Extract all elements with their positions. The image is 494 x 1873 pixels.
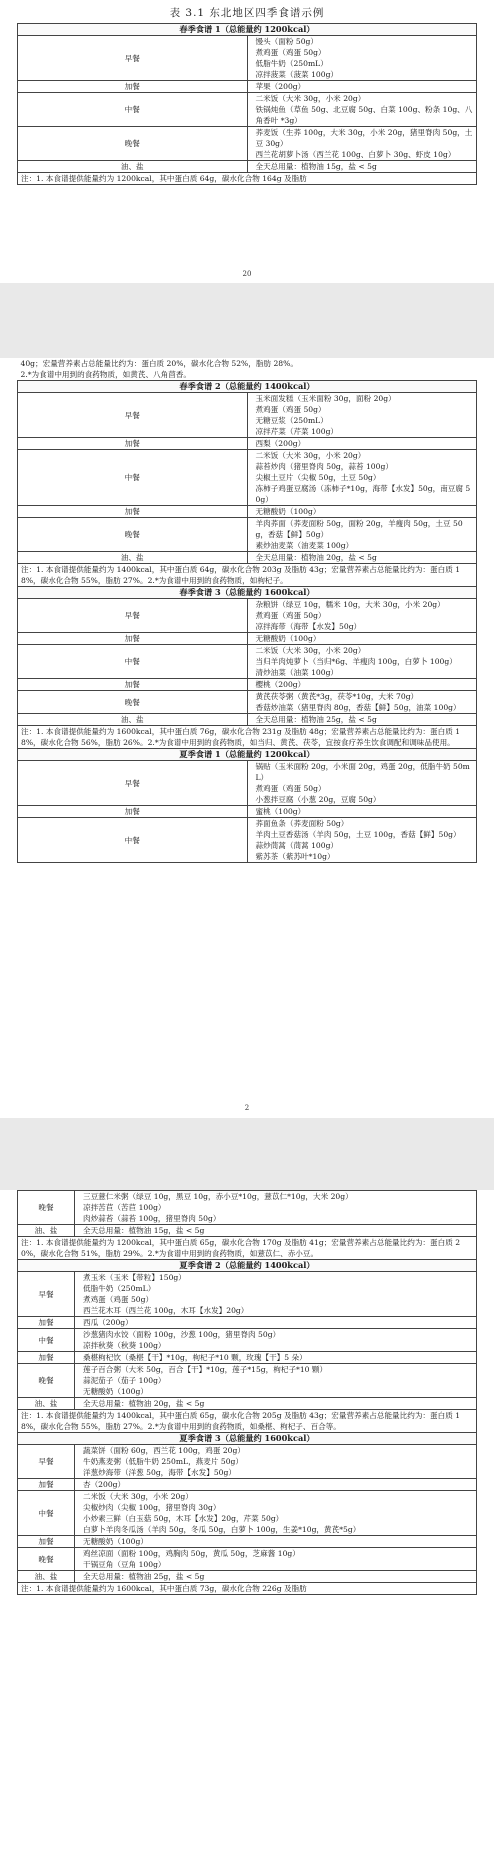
note-row bbox=[18, 1410, 477, 1433]
meal-item: 杂粮饼（绿豆 10g，糯米 10g，大米 30g，小米 20g） bbox=[255, 600, 445, 609]
meal-label: 晚餐 bbox=[18, 1191, 75, 1225]
meal-label: 加餐 bbox=[18, 1352, 75, 1364]
meal-label: 加餐 bbox=[18, 679, 248, 691]
meal-label: 油、盐 bbox=[18, 552, 248, 564]
meal-item: 羊肉土豆香菇汤（羊肉 50g，土豆 100g，香菇【鲜】50g） bbox=[255, 830, 461, 839]
meal-label: 加餐 bbox=[18, 1317, 75, 1329]
meal-item: 无糖酸奶（100g） bbox=[255, 507, 321, 516]
meal-label: 加餐 bbox=[18, 438, 248, 450]
meal-item: 锅贴（玉米面粉 20g，小米面 20g，鸡蛋 20g，低脂牛奶 50mL） bbox=[255, 762, 470, 782]
meal-row bbox=[18, 450, 477, 506]
meal-label: 加餐 bbox=[18, 1479, 75, 1491]
continued-note-2: 2.*为食谱中用到的食药物质，如黄芪、八角茴香。 bbox=[20, 370, 192, 379]
meal-row bbox=[18, 93, 477, 127]
meal-item: 蔬菜饼（面粉 60g，西兰花 100g，鸡蛋 20g） bbox=[83, 1446, 245, 1455]
meal-row bbox=[18, 806, 477, 818]
meal-item: 紫苏茶（紫苏叶*10g） bbox=[255, 852, 335, 861]
meal-item: 羊肉荞面（荞麦面粉 50g，面粉 20g，羊瘦肉 50g，土豆 50g，香菇【鲜】50g） bbox=[255, 519, 463, 539]
meal-row bbox=[18, 127, 477, 161]
meal-item: 无糖酸奶（100g） bbox=[255, 634, 321, 643]
meal-row bbox=[18, 1317, 477, 1329]
meal-label: 早餐 bbox=[18, 1272, 75, 1317]
meal-item: 全天总用量：植物油 20g，盐 < 5g bbox=[83, 1399, 205, 1408]
meal-item: 二米饭（大米 30g，小米 20g） bbox=[255, 94, 366, 103]
meal-item: 西兰花木耳（西兰花 100g，木耳【水发】20g） bbox=[83, 1306, 249, 1315]
meal-label: 油、盐 bbox=[18, 1398, 75, 1410]
menu-heading-row bbox=[18, 381, 477, 393]
meal-label: 晚餐 bbox=[18, 1364, 75, 1398]
menu-table bbox=[17, 1190, 477, 1595]
meal-item: 尖椒土豆片（尖椒 50g，土豆 50g） bbox=[255, 473, 381, 482]
meal-item: 白萝卜羊肉冬瓜汤（羊肉 50g，冬瓜 50g，白萝卜 100g，生姜*10g，黄芪*5g） bbox=[83, 1525, 361, 1534]
meal-item: 全天总用量：植物油 15g，盐 < 5g bbox=[255, 162, 377, 171]
meal-item: 无糖酸奶（100g） bbox=[83, 1537, 148, 1546]
meal-label: 油、盐 bbox=[18, 161, 248, 173]
meal-item: 馒头（面粉 50g） bbox=[255, 37, 318, 46]
meal-row bbox=[18, 1191, 477, 1225]
menu-heading: 春季食谱 3（总能量约 1600kcal） bbox=[18, 587, 477, 599]
meal-label: 晚餐 bbox=[18, 691, 248, 714]
menu-table bbox=[17, 23, 477, 185]
meal-item: 全天总用量：植物油 20g，盐 < 5g bbox=[255, 553, 377, 562]
meal-item: 煮鸡蛋（鸡蛋 50g） bbox=[255, 48, 326, 57]
meal-item: 三豆薏仁米粥（绿豆 10g，黑豆 10g，赤小豆*10g，薏苡仁*10g，大米 20g） bbox=[83, 1192, 353, 1201]
meal-label: 早餐 bbox=[18, 761, 248, 806]
meal-row bbox=[18, 1548, 477, 1571]
note-row bbox=[18, 173, 477, 185]
meal-label: 早餐 bbox=[18, 1445, 75, 1479]
meal-item: 煮鸡蛋（鸡蛋 50g） bbox=[83, 1295, 154, 1304]
meal-row bbox=[18, 599, 477, 633]
meal-label: 加餐 bbox=[18, 506, 248, 518]
meal-label: 中餐 bbox=[18, 645, 248, 679]
meal-row bbox=[18, 1479, 477, 1491]
note-text: 注：1. 本食谱提供能量约为 1400kcal，其中蛋白质 65g，碳水化合物 205g 及脂肪 43g；宏量营养素占总能量比约为：蛋白质 18%，碳水化合物 55%，脂肪 27%。2.*为食谱中用到的食药物质，如桑椹、枸杞子、百合等。 bbox=[21, 1411, 461, 1431]
menu-heading: 夏季食谱 1（总能量约 1200kcal） bbox=[18, 749, 477, 761]
note-text: 注：1. 本食谱提供能量约为 1200kcal，其中蛋白质 65g，碳水化合物 170g 及脂肪 41g；宏量营养素占总能量比约为：蛋白质 20%，碳水化合物 51%，脂肪 29%。2.*为食谱中用到的食药物质，如薏苡仁、赤小豆。 bbox=[21, 1238, 461, 1258]
meal-item: 桑椹枸杞饮（桑椹【干】*10g，枸杞子*10 颗，玫瑰【干】5 朵） bbox=[83, 1353, 307, 1362]
meal-item: 尖椒炒肉（尖椒 100g，猪里脊肉 30g） bbox=[83, 1503, 221, 1512]
meal-item: 洋葱炒海带（洋葱 50g，海带【水发】50g） bbox=[83, 1468, 236, 1477]
meal-label: 油、盐 bbox=[18, 714, 248, 726]
menu-heading-row bbox=[18, 587, 477, 599]
note-text: 注：1. 本食谱提供能量约为 1600kcal，其中蛋白质 76g，碳水化合物 231g 及脂肪 48g；宏量营养素占总能量比约为：蛋白质 18%，碳水化合物 56%，脂肪 26%。2.*为食谱中用到的食药物质，如当归、黄芪、茯苓，宜按食疗养生饮食调配和调味品使用。 bbox=[21, 727, 461, 747]
meal-item: 玉米面发糕（玉米面粉 30g，面粉 20g） bbox=[255, 394, 396, 403]
meal-label: 中餐 bbox=[18, 93, 248, 127]
meal-label: 加餐 bbox=[18, 81, 248, 93]
meal-item: 蒜苔炒肉（猪里脊肉 50g，蒜苔 100g） bbox=[255, 462, 393, 471]
meal-label: 中餐 bbox=[18, 1329, 75, 1352]
meal-item: 冻柿子鸡蛋豆腐汤（冻柿子*10g，海带【水发】50g，南豆腐 50g） bbox=[255, 484, 471, 504]
meal-row bbox=[18, 633, 477, 645]
note-row bbox=[18, 726, 477, 749]
meal-item: 凉拌苦苣（苦苣 100g） bbox=[83, 1203, 166, 1212]
meal-item: 全天总用量：植物油 15g，盐 < 5g bbox=[83, 1226, 205, 1235]
meal-row bbox=[18, 714, 477, 726]
meal-label: 加餐 bbox=[18, 806, 248, 818]
meal-row bbox=[18, 438, 477, 450]
meal-label: 晚餐 bbox=[18, 1548, 75, 1571]
meal-item: 无糖酸奶（100g） bbox=[83, 1387, 148, 1396]
meal-label: 加餐 bbox=[18, 633, 248, 645]
meal-row bbox=[18, 1445, 477, 1479]
meal-item: 低脂牛奶（250mL） bbox=[255, 59, 328, 68]
meal-row bbox=[18, 36, 477, 81]
meal-item: 西瓜（200g） bbox=[83, 1318, 133, 1327]
page-3 bbox=[0, 1190, 494, 1873]
meal-label: 油、盐 bbox=[18, 1225, 75, 1237]
page-2 bbox=[0, 358, 494, 1118]
meal-row bbox=[18, 679, 477, 691]
note-row bbox=[18, 1237, 477, 1260]
meal-label: 中餐 bbox=[18, 818, 248, 863]
meal-item: 蒜泥茄子（茄子 100g） bbox=[83, 1376, 166, 1385]
meal-row bbox=[18, 645, 477, 679]
document-title: 表 3.1 东北地区四季食谱示例 bbox=[169, 7, 325, 19]
note-text: 注：1. 本食谱提供能量约为 1600kcal，其中蛋白质 73g，碳水化合物 226g 及脂肪 bbox=[21, 1584, 307, 1593]
meal-item: 全天总用量：植物油 25g，盐 < 5g bbox=[83, 1572, 205, 1581]
meal-item: 干锅豆角（豆角 100g） bbox=[83, 1560, 166, 1569]
meal-row bbox=[18, 1571, 477, 1583]
meal-label: 晚餐 bbox=[18, 518, 248, 552]
meal-item: 凉拌菠菜（菠菜 100g） bbox=[255, 70, 339, 79]
menu-heading-row bbox=[18, 749, 477, 761]
meal-row bbox=[18, 1329, 477, 1352]
continued-note-row bbox=[18, 358, 477, 381]
menu-heading-row bbox=[18, 1433, 477, 1445]
meal-row bbox=[18, 81, 477, 93]
meal-item: 凉拌海带（海带【水发】50g） bbox=[255, 622, 362, 631]
meal-item: 煮鸡蛋（鸡蛋 50g） bbox=[255, 405, 326, 414]
meal-item: 铁锅炖鱼（草鱼 50g、北豆腐 50g、白菜 100g、粉条 10g、八角香叶 *3g） bbox=[255, 105, 473, 125]
meal-item: 西梨（200g） bbox=[255, 439, 306, 448]
meal-item: 肉炒蒜苔（蒜苔 100g，猪里脊肉 50g） bbox=[83, 1214, 221, 1223]
menu-heading: 夏季食谱 2（总能量约 1400kcal） bbox=[18, 1260, 477, 1272]
meal-item: 全天总用量：植物油 25g，盐 < 5g bbox=[255, 715, 377, 724]
note-row bbox=[18, 564, 477, 587]
page-number: 2 bbox=[244, 1104, 250, 1112]
meal-row bbox=[18, 1398, 477, 1410]
meal-item: 沙葱猪肉水饺（面粉 100g，沙葱 100g，猪里脊肉 50g） bbox=[83, 1330, 281, 1339]
continued-note: 40g；宏量营养素占总能量比约为：蛋白质 20%，碳水化合物 52%，脂肪 28%。 bbox=[20, 359, 298, 368]
meal-row bbox=[18, 552, 477, 564]
meal-item: 当归羊肉炖萝卜（当归*6g、羊瘦肉 100g，白萝卜 100g） bbox=[255, 657, 457, 666]
page-number: 20 bbox=[242, 270, 252, 278]
meal-row bbox=[18, 691, 477, 714]
meal-label: 中餐 bbox=[18, 450, 248, 506]
meal-item: 小葱拌豆腐（小葱 20g，豆腐 50g） bbox=[255, 795, 381, 804]
meal-row bbox=[18, 1364, 477, 1398]
meal-row bbox=[18, 1272, 477, 1317]
meal-label: 加餐 bbox=[18, 1536, 75, 1548]
meal-item: 鸡丝凉面（面粉 100g，鸡胸肉 50g，黄瓜 50g，芝麻酱 10g） bbox=[83, 1549, 300, 1558]
page-1 bbox=[0, 0, 494, 283]
meal-item: 杏（200g） bbox=[83, 1480, 126, 1489]
meal-item: 蜜桃（100g） bbox=[255, 807, 306, 816]
menu-heading-row bbox=[18, 1260, 477, 1272]
meal-row bbox=[18, 1491, 477, 1536]
meal-item: 荞面鱼条（荞麦面粉 50g） bbox=[255, 819, 349, 828]
meal-row bbox=[18, 161, 477, 173]
meal-item: 煮玉米（玉米【带粒】150g） bbox=[83, 1273, 186, 1282]
note-row bbox=[18, 1583, 477, 1595]
meal-label: 早餐 bbox=[18, 393, 248, 438]
meal-item: 莲子百合粥（大米 50g，百合【干】*10g，莲子*15g，枸杞子*10 颗） bbox=[83, 1365, 328, 1374]
meal-item: 煮鸡蛋（鸡蛋 50g） bbox=[255, 784, 326, 793]
meal-item: 清炒油菜（油菜 100g） bbox=[255, 668, 339, 677]
meal-item: 素炒油麦菜（油麦菜 100g） bbox=[255, 541, 354, 550]
meal-item: 苹果（200g） bbox=[255, 82, 306, 91]
meal-item: 无糖豆浆（250mL） bbox=[255, 416, 328, 425]
menu-table bbox=[17, 358, 477, 863]
meal-row bbox=[18, 1225, 477, 1237]
note-text: 注：1. 本食谱提供能量约为 1200kcal，其中蛋白质 64g，碳水化合物 164g 及脂肪 bbox=[21, 174, 307, 183]
meal-item: 樱桃（200g） bbox=[255, 680, 306, 689]
meal-item: 小炒素三鲜（白玉菇 50g，木耳【水发】20g，芹菜 50g） bbox=[83, 1514, 284, 1523]
meal-row bbox=[18, 818, 477, 863]
menu-heading: 春季食谱 2（总能量约 1400kcal） bbox=[18, 381, 477, 393]
meal-item: 低脂牛奶（250mL） bbox=[83, 1284, 156, 1293]
meal-item: 二米饭（大米 30g，小米 20g） bbox=[83, 1492, 193, 1501]
note-text: 注：1. 本食谱提供能量约为 1400kcal，其中蛋白质 64g，碳水化合物 203g 及脂肪 43g；宏量营养素占总能量比约为：蛋白质 18%，碳水化合物 55%，脂肪 27%。2.*为食谱中用到的食药物质，如枸杞子。 bbox=[21, 565, 461, 585]
meal-item: 凉拌芹菜（芹菜 100g） bbox=[255, 427, 339, 436]
meal-item: 蒜炒茼蒿（茼蒿 100g） bbox=[255, 841, 339, 850]
meal-item: 黄芪茯苓粥（黄芪*3g，茯苓*10g，大米 70g） bbox=[255, 692, 419, 701]
meal-label: 早餐 bbox=[18, 599, 248, 633]
meal-label: 油、盐 bbox=[18, 1571, 75, 1583]
meal-item: 二米饭（大米 30g，小米 20g） bbox=[255, 646, 366, 655]
meal-item: 西兰花胡萝卜汤（西兰花 100g、白萝卜 30g、虾皮 10g） bbox=[255, 150, 456, 159]
meal-item: 凉拌秋葵（秋葵 100g） bbox=[83, 1341, 166, 1350]
meal-label: 早餐 bbox=[18, 36, 248, 81]
meal-item: 二米饭（大米 30g，小米 20g） bbox=[255, 451, 366, 460]
meal-label: 中餐 bbox=[18, 1491, 75, 1536]
meal-row bbox=[18, 1536, 477, 1548]
menu-heading-row bbox=[18, 24, 477, 36]
meal-row bbox=[18, 761, 477, 806]
meal-item: 香菇炒油菜（猪里脊肉 80g，香菇【鲜】50g，油菜 100g） bbox=[255, 703, 461, 712]
meal-row bbox=[18, 518, 477, 552]
meal-item: 煮鸡蛋（鸡蛋 50g） bbox=[255, 611, 326, 620]
meal-row bbox=[18, 506, 477, 518]
meal-row bbox=[18, 393, 477, 438]
meal-item: 荞麦饭（生荞 100g，大米 30g，小米 20g，猪里脊肉 50g，土豆 30g） bbox=[255, 128, 473, 148]
meal-item: 牛奶燕麦粥（低脂牛奶 250mL，燕麦片 50g） bbox=[83, 1457, 243, 1466]
menu-heading: 夏季食谱 3（总能量约 1600kcal） bbox=[18, 1433, 477, 1445]
meal-label: 晚餐 bbox=[18, 127, 248, 161]
menu-heading: 春季食谱 1（总能量约 1200kcal） bbox=[18, 24, 477, 36]
meal-row bbox=[18, 1352, 477, 1364]
